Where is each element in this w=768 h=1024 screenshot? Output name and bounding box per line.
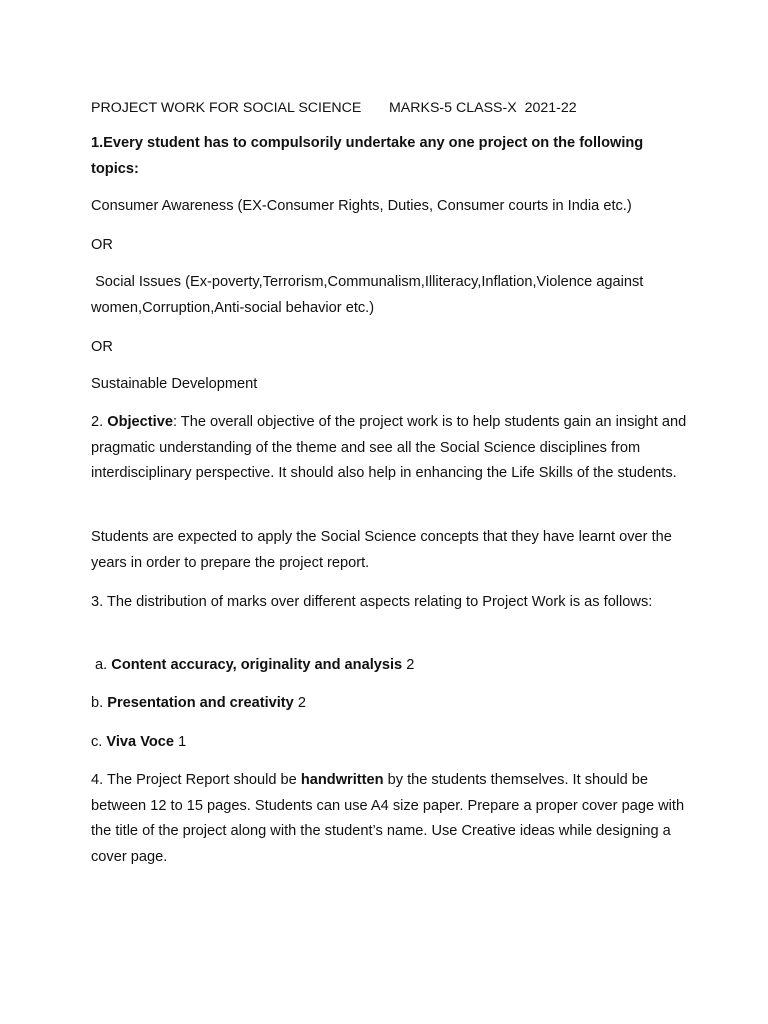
item-a-marks: 2: [402, 657, 415, 673]
section-4-after: by the students themselves. It should be between 12 to 15 pages. Students can use A4 size paper. Prepare a proper cover page with the title of the project along with the student’s name. Use Creative ideas while designing a cover page.: [91, 772, 685, 865]
header-title: PROJECT WORK FOR SOCIAL SCIENCE: [91, 100, 362, 116]
item-a-prefix: a.: [91, 657, 112, 673]
section-2-objective: [91, 410, 691, 487]
section-4-report: [91, 768, 691, 870]
or-separator-1: OR: [91, 237, 113, 253]
objective-label: Objective: [107, 414, 173, 430]
section-2-paragraph: Students are expected to apply the Social Science concepts that they have learnt over the years in order to prepare the project report.: [91, 529, 672, 571]
item-c-marks: 1: [174, 734, 187, 750]
item-b-marks: 2: [293, 695, 306, 711]
item-c-label: Viva Voce: [106, 734, 175, 750]
topic-consumer-awareness: Consumer Awareness (EX-Consumer Rights, Duties, Consumer courts in India etc.): [91, 198, 632, 214]
or-separator-2: OR: [91, 339, 113, 355]
section-2-number: 2.: [91, 414, 108, 430]
objective-text: : The overall objective of the project work is to help students gain an insight and pragmatic understanding of the theme and see all the Social Science disciplines from interdisciplinary perspective. It should also help in enhancing the Life Skills of the students.: [91, 414, 687, 481]
section-1-instruction: 1.Every student has to compulsorily undertake any one project on the following topics:: [91, 135, 644, 177]
header-year: 2021-22: [524, 100, 577, 116]
header-marks: MARKS-5 CLASS-X: [388, 100, 517, 116]
section-4-before: 4. The Project Report should be: [91, 772, 301, 788]
document-header: [91, 96, 691, 122]
item-a-label: Content accuracy, originality and analysis: [111, 657, 403, 673]
item-b-prefix: b.: [91, 695, 108, 711]
marks-item-c: [91, 730, 691, 756]
section-3-intro: 3. The distribution of marks over different aspects relating to Project Work is as follows:: [91, 594, 653, 610]
handwritten-emphasis: handwritten: [300, 772, 384, 788]
item-b-label: Presentation and creativity: [107, 695, 294, 711]
marks-item-b: [91, 691, 691, 717]
topic-sustainable-development: Sustainable Development: [91, 376, 258, 392]
item-c-prefix: c.: [91, 734, 107, 750]
marks-item-a: [91, 653, 691, 679]
topic-social-issues: Social Issues (Ex-poverty,Terrorism,Communalism,Illiteracy,Inflation,Violence against women,Corruption,Anti-social behavior etc.): [91, 274, 648, 316]
